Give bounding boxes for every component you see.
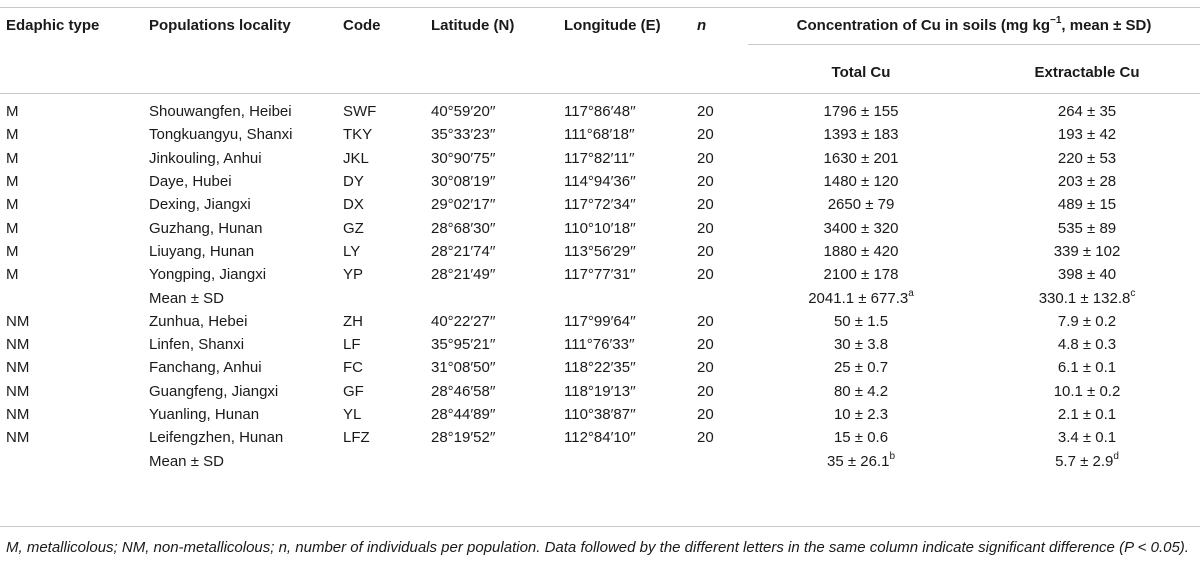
cell-n: 20 (697, 382, 714, 400)
table-row (0, 426, 1200, 449)
cell-empty (431, 286, 564, 309)
cell-mean-label: Mean ± SD (149, 289, 224, 307)
cell-extractable-cu: 3.4 ± 0.1 (1057, 429, 1117, 447)
cell-locality: Yongping, Jiangxi (149, 266, 267, 284)
cell-total-cu: 1796 ± 155 (823, 103, 899, 121)
cell-latitude: 29°02′17′′ (431, 196, 496, 214)
cell-locality: Leifengzhen, Hunan (149, 429, 284, 447)
cell-code: FC (343, 359, 363, 377)
cell-edaphic-type: M (6, 196, 19, 214)
header-latitude: Latitude (N) (431, 17, 515, 34)
cell-n: 20 (697, 336, 714, 354)
cell-n: 20 (697, 219, 714, 237)
cell-n: 20 (697, 173, 714, 191)
cell-latitude: 30°08′19′′ (431, 173, 496, 191)
cell-locality: Dexing, Jiangxi (149, 196, 251, 214)
cell-code: YP (343, 266, 364, 284)
cell-longitude: 114°94′36′′ (564, 173, 636, 191)
cell-code: DX (343, 196, 364, 214)
cell-extractable-cu: 10.1 ± 0.2 (1053, 382, 1121, 400)
cell-extractable-cu: 193 ± 42 (1057, 126, 1117, 144)
cell-extractable-cu: 489 ± 15 (1057, 196, 1117, 214)
cell-extractable-cu: 220 ± 53 (1057, 149, 1117, 167)
cell-longitude: 117°86′48′′ (564, 103, 636, 121)
cell-code: GZ (343, 219, 364, 237)
cu-concentration-table (0, 7, 1200, 473)
cell-code: LY (343, 242, 361, 260)
cell-edaphic-type: M (6, 126, 19, 144)
cell-edaphic-type: M (6, 266, 19, 284)
cell-total-cu: 1393 ± 183 (823, 126, 899, 144)
cell-total-cu: 1880 ± 420 (823, 242, 899, 260)
header-extractable-cu: Extractable Cu (1034, 63, 1140, 81)
cell-edaphic-type: NM (6, 382, 30, 400)
cell-n: 20 (697, 266, 714, 284)
cell-mean-total-cu: 2041.1 ± 677.3$^a$ (808, 287, 914, 307)
cell-total-cu: 2100 ± 178 (823, 266, 899, 284)
cell-extractable-cu: 6.1 ± 0.1 (1057, 359, 1117, 377)
cell-total-cu: 3400 ± 320 (823, 219, 899, 237)
mean-row (0, 286, 1200, 309)
table-body (0, 100, 1200, 473)
cell-empty (564, 449, 697, 472)
cell-edaphic-type: M (6, 219, 19, 237)
cell-total-cu: 50 ± 1.5 (833, 312, 889, 330)
cell-latitude: 28°68′30′′ (431, 219, 496, 237)
cell-edaphic-type: M (6, 173, 19, 191)
cell-edaphic-type: NM (6, 359, 30, 377)
header-edaphic-type: Edaphic type (6, 17, 100, 34)
cell-code: GF (343, 382, 364, 400)
cell-longitude: 118°19′13′′ (564, 382, 636, 400)
cell-locality: Daye, Hubei (149, 173, 232, 191)
cell-longitude: 117°82′11′′ (564, 149, 635, 167)
cell-edaphic-type: NM (6, 336, 30, 354)
cell-edaphic-type: NM (6, 429, 30, 447)
cell-empty (343, 449, 431, 472)
cell-empty (343, 286, 431, 309)
table-bottom-rule (0, 526, 1200, 527)
cell-empty (564, 286, 697, 309)
cell-code: LFZ (343, 429, 370, 447)
table-row (0, 263, 1200, 286)
cell-edaphic-type: M (6, 149, 19, 167)
cell-mean-label: Mean ± SD (149, 452, 224, 470)
table-row (0, 380, 1200, 403)
cell-n: 20 (697, 126, 714, 144)
cell-longitude: 118°22′35′′ (564, 359, 636, 377)
cell-longitude: 113°56′29′′ (564, 242, 636, 260)
cell-n: 20 (697, 429, 714, 447)
table-row (0, 403, 1200, 426)
cell-edaphic-type: M (6, 242, 19, 260)
cell-mean-total-cu: 35 ± 26.1$^b$ (826, 450, 895, 470)
cell-latitude: 28°21′74′′ (431, 242, 496, 260)
cell-locality: Guangfeng, Jiangxi (149, 382, 279, 400)
cell-latitude: 35°33′23′′ (431, 126, 496, 144)
cell-locality: Zunhua, Hebei (149, 312, 248, 330)
cell-code: ZH (343, 312, 363, 330)
table-row (0, 310, 1200, 333)
cell-edaphic-type: M (6, 103, 19, 121)
cell-total-cu: 10 ± 2.3 (833, 406, 889, 423)
cell-longitude: 117°72′34′′ (564, 196, 636, 214)
cell-extractable-cu: 398 ± 40 (1057, 266, 1117, 284)
cell-total-cu: 80 ± 4.2 (833, 382, 889, 400)
cell-longitude: 110°38′87′′ (564, 406, 636, 423)
cell-latitude: 40°59′20′′ (431, 103, 496, 121)
cell-latitude: 30°90′75′′ (431, 149, 496, 167)
cell-longitude: 110°10′18′′ (564, 219, 636, 237)
cell-total-cu: 1630 ± 201 (823, 149, 899, 167)
cell-total-cu: 1480 ± 120 (823, 173, 899, 191)
cell-longitude: 111°68′18′′ (564, 126, 635, 144)
header-code: Code (343, 17, 381, 34)
cell-locality: Yuanling, Hunan (149, 406, 260, 423)
cell-locality: Guzhang, Hunan (149, 219, 263, 237)
table-row (0, 240, 1200, 263)
cell-extractable-cu: 203 ± 28 (1057, 173, 1117, 191)
cell-latitude: 40°22′27′′ (431, 312, 496, 330)
cell-locality: Shouwangfen, Heibei (149, 103, 292, 121)
cell-longitude: 117°77′31′′ (564, 266, 636, 284)
cell-latitude: 35°95′21′′ (431, 336, 496, 354)
cell-total-cu: 30 ± 3.8 (833, 336, 889, 354)
cell-longitude: 112°84′10′′ (564, 429, 636, 447)
footnote-text: M, metallicolous; NM, non-metallicolous; n, number of individuals per population. Data followed by the different letters in the same column indicate significant difference (P < 0.05). (6, 539, 1189, 556)
table-row (0, 170, 1200, 193)
header-longitude: Longitude (E) (564, 17, 661, 34)
header-concentration: Concentration of Cu in soils (mg $kg^{-1}$, mean ± SD) (796, 15, 1152, 34)
cell-code: DY (343, 173, 364, 191)
header-row-2 (0, 44, 1200, 100)
cell-n: 20 (697, 359, 714, 377)
table-row (0, 216, 1200, 239)
cell-total-cu: 25 ± 0.7 (833, 359, 889, 377)
cell-extractable-cu: 535 ± 89 (1057, 219, 1117, 237)
cell-latitude: 31°08′50′′ (431, 359, 496, 377)
cell-n: 20 (697, 149, 714, 167)
cell-longitude: 117°99′64′′ (564, 312, 636, 330)
cell-latitude: 28°44′89′′ (431, 406, 496, 423)
header-total-cu: Total Cu (831, 63, 891, 81)
cell-code: TKY (343, 126, 373, 144)
cell-extractable-cu: 264 ± 35 (1057, 103, 1117, 121)
cell-empty (0, 286, 149, 309)
cell-empty (431, 449, 564, 472)
cell-empty (697, 286, 748, 309)
cell-edaphic-type: NM (6, 406, 30, 423)
cell-extractable-cu: 7.9 ± 0.2 (1057, 312, 1117, 330)
cell-empty (0, 449, 149, 472)
cell-extractable-cu: 339 ± 102 (1053, 242, 1121, 260)
header-population-locality: Populations locality (149, 17, 291, 34)
cell-mean-extractable-cu: 330.1 ± 132.8$^c$ (1038, 287, 1136, 307)
cell-locality: Fanchang, Anhui (149, 359, 262, 377)
table-row (0, 147, 1200, 170)
cell-longitude: 111°76′33′′ (564, 336, 635, 354)
cell-empty (697, 449, 748, 472)
cell-extractable-cu: 4.8 ± 0.3 (1057, 336, 1117, 354)
cell-latitude: 28°19′52′′ (431, 429, 496, 447)
table-row (0, 193, 1200, 216)
table-footnote (6, 537, 1194, 558)
mean-row (0, 449, 1200, 472)
cell-n: 20 (697, 406, 714, 423)
cell-locality: Linfen, Shanxi (149, 336, 245, 354)
cell-extractable-cu: 2.1 ± 0.1 (1057, 406, 1117, 423)
table-row (0, 356, 1200, 379)
cell-mean-extractable-cu: 5.7 ± 2.9$^d$ (1055, 450, 1119, 470)
table-row (0, 333, 1200, 356)
header-n: n (697, 17, 707, 34)
cell-edaphic-type: NM (6, 312, 30, 330)
cell-locality: Jinkouling, Anhui (149, 149, 262, 167)
cell-n: 20 (697, 312, 714, 330)
header-row-1 (0, 7, 1200, 44)
cell-code: SWF (343, 103, 377, 121)
cell-locality: Tongkuangyu, Shanxi (149, 126, 293, 144)
table-row (0, 100, 1200, 123)
cell-latitude: 28°21′49′′ (431, 266, 496, 284)
table-row (0, 123, 1200, 146)
cell-latitude: 28°46′58′′ (431, 382, 496, 400)
cell-code: JKL (343, 149, 369, 167)
cell-total-cu: 15 ± 0.6 (833, 429, 889, 447)
cell-n: 20 (697, 196, 714, 214)
cell-locality: Liuyang, Hunan (149, 242, 255, 260)
cell-n: 20 (697, 242, 714, 260)
cell-total-cu: 2650 ± 79 (827, 196, 895, 214)
cell-n: 20 (697, 103, 714, 121)
cell-code: YL (343, 406, 362, 423)
cell-code: LF (343, 336, 361, 354)
